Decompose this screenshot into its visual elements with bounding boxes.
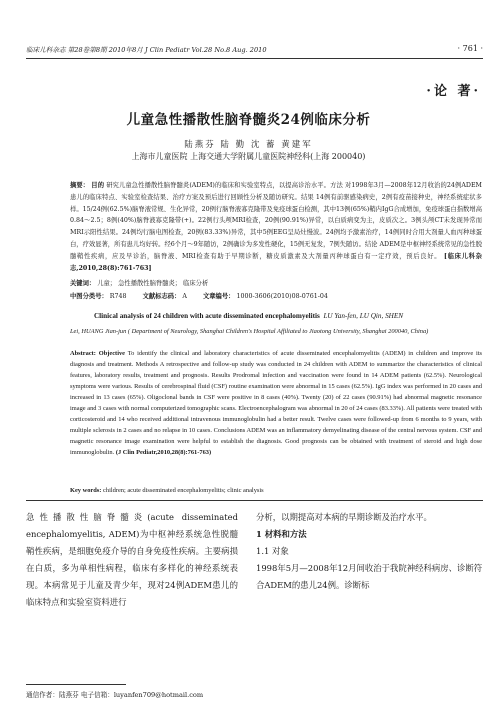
affiliation: 上海市儿童医院 上海交通大学附属儿童医院神经科(上海 200040) xyxy=(131,152,366,161)
article-id-label: 文章编号： xyxy=(202,293,235,300)
english-authors: Lei, HUANG Jian-jun ( Department of Neurology, Shanghai Children's Hospital Affiliated to Jiaotong University, Shanghai 200040, China) xyxy=(70,328,429,335)
en-abstract-text: To identify the clinical and laboratory characteristics of acute disseminated encephalomyelitis (ADEM) in children and improve its diagnosis and treatment. Methods A retrospective and follow-up study was conducted in 24 children with ADEM to summarize the characteristics of clinical features, laboratory results, treatment and prognosis. Results Prodromal infection and vaccination were found in 14 ADEM patients (62.5%). Neurological symptoms were various. Results of cerebrospinal fluid (CSF) routine examination were abnormal in 15 cases (62.5%). IgG index was performed in 20 cases and increased in 13 cases (65%). Oligoclonal bands in CSF were positive in 8 cases (40%). Twenty (20) of 22 cases (90.91%) had abnormal magnetic resonance image and 3 cases with normal computerized tomographic scans. Electroencephalogram was abnormal in 20 of 24 cases (83.33%). All patients were treated with corticosteroid and 14 who received additional intravenous immunoglobulin had a better result. Twelve cases were followed-up from 6 months to 9 years, with multiple sclerosis in 2 cases and no relapse in 10 cases. Conclusions ADEM was an inflammatory demyelinating disease of the central nervous system. CSF and magnetic resonance image examination were helpful to establish the diagnosis. Good prognosis can be obtained with treatment of steroid and high dose immunoglobulin. xyxy=(70,350,482,456)
doc-code-value: A xyxy=(182,293,187,300)
clc-value: R748 xyxy=(109,293,127,300)
abstract-label: 摘要： xyxy=(70,182,90,189)
english-title xyxy=(0,312,497,320)
running-header xyxy=(26,44,483,56)
classification-line xyxy=(70,291,482,300)
authors: 陆燕芬 陆 勤 沈 蓄 黄建军 xyxy=(184,140,313,150)
body-left-column: 急性播散性脑脊髓炎(acute disseminated encephalomyelitis, ADEM)为中枢神经系统急性脱髓鞘性疾病，是细胞免疫介导的自身免疫性疾病。主要病损在白质，多为单相性病程，临床有多样化的神经系统表现。本病常见于儿童及青少年，现对24例ADEM患儿的临床特点和实验室资料进行 xyxy=(26,512,238,607)
en-keywords-text: children; acute disseminated encephalomyelitis; clinic analysis xyxy=(103,487,264,494)
column-tag: ·论 著· xyxy=(426,84,481,99)
clc-label: 中图分类号： xyxy=(70,293,108,300)
chinese-keywords xyxy=(70,278,482,287)
footnote: 通信作者：陆燕芬 电子信箱：luyanfen709@hotmail.com xyxy=(26,691,204,699)
abstract-citation: [临床儿科杂志,2010,28(8):761-763] xyxy=(70,252,482,272)
body-paragraph: 1998年5月—2008年12月间收治于我院神经科病房、诊断符合ADEM的患儿24例。诊断标 xyxy=(256,563,483,590)
abstract-text: 研究儿童急性播散性脑脊髓炎(ADEM)的临床和实验室特点，以提高诊治水平。方法 对1998年3月—2008年12月收治的24例ADEM患儿的临床特点、实验室检查结果、治疗方案及预后进行回顾性分析及随访研究。结果 14例有前驱感染病史，2例有疫苗接种史，神经系统症状多样。15/24例(62.5%)脑脊液常规、生化异常，20例行脑脊液寡克隆带及免疫球蛋白检测，其中13例(65%)鞘内IgG合成增加，免疫球蛋白指数增高0.84～2.5；8例(40%)脑脊液寡克隆带(+)。22例行头颅MRI检查，20例(90.91%)异常，以白质病变为主，皮质次之。3例头颅CT未发现异常而MRI示阳性结果。24例均行脑电图检查，20例(83.33%)异常，其中5例EEG呈局灶慢波。24例均予激素治疗，14例同时合用大剂量人血丙种球蛋白，疗效显著，所有患儿均好转。经6个月～9年随访，2例确诊为多发性硬化，15例无复发，7例失随访。结论 ADEM是中枢神经系统常见的急性脱髓鞘性疾病，应及早诊治，脑脊液、MRI检查有助于早期诊断，糖皮质激素及大剂量丙种球蛋白有一定疗效，预后良好。 xyxy=(70,182,483,260)
doc-code-label: 文献标志码： xyxy=(142,293,181,300)
body-paragraph: 分析，以期提高对本病的早期诊断及治疗水平。 xyxy=(256,512,432,522)
en-keywords-label: Key words: xyxy=(70,487,102,494)
article-title: 儿童急性播散性脑脊髓炎24例临床分析 xyxy=(126,112,371,128)
en-objective-label: Objective xyxy=(98,350,125,357)
journal-info: 临床儿科杂志 第28卷第8期 2010年8月 J Clin Pediatr Vol.28 No.8 Aug. 2010 xyxy=(26,46,267,54)
en-abstract-citation: (J Clin Pediatr,2010,28(8):761-763) xyxy=(115,449,212,456)
chinese-abstract xyxy=(70,180,482,274)
subsection-heading: 1.1 对象 xyxy=(256,546,289,556)
footnote-rule xyxy=(26,684,126,685)
english-title-text: Clinical analysis of 24 children with acute disseminated encephalomyelitis xyxy=(93,312,320,320)
en-abstract-label: Abstract: xyxy=(70,350,96,357)
section-heading: 1 材料和方法 xyxy=(256,529,307,539)
body-right-column xyxy=(256,509,483,594)
english-abstract xyxy=(70,348,482,458)
page-number: · 761 · xyxy=(457,44,483,53)
article-id-value: 1000-3606(2010)08-0761-04 xyxy=(236,293,328,300)
keywords-label: 关键词： xyxy=(70,280,96,287)
section-rule xyxy=(26,500,483,501)
english-title-authors: LU Yan-fen, LU Qin, SHEN xyxy=(323,312,404,320)
keywords-text: 儿童； 急性播散性脑脊髓炎； 临床分析 xyxy=(97,280,209,287)
english-keywords xyxy=(70,487,482,494)
header-rule xyxy=(26,58,483,59)
objective-label: 目的 xyxy=(91,182,105,189)
